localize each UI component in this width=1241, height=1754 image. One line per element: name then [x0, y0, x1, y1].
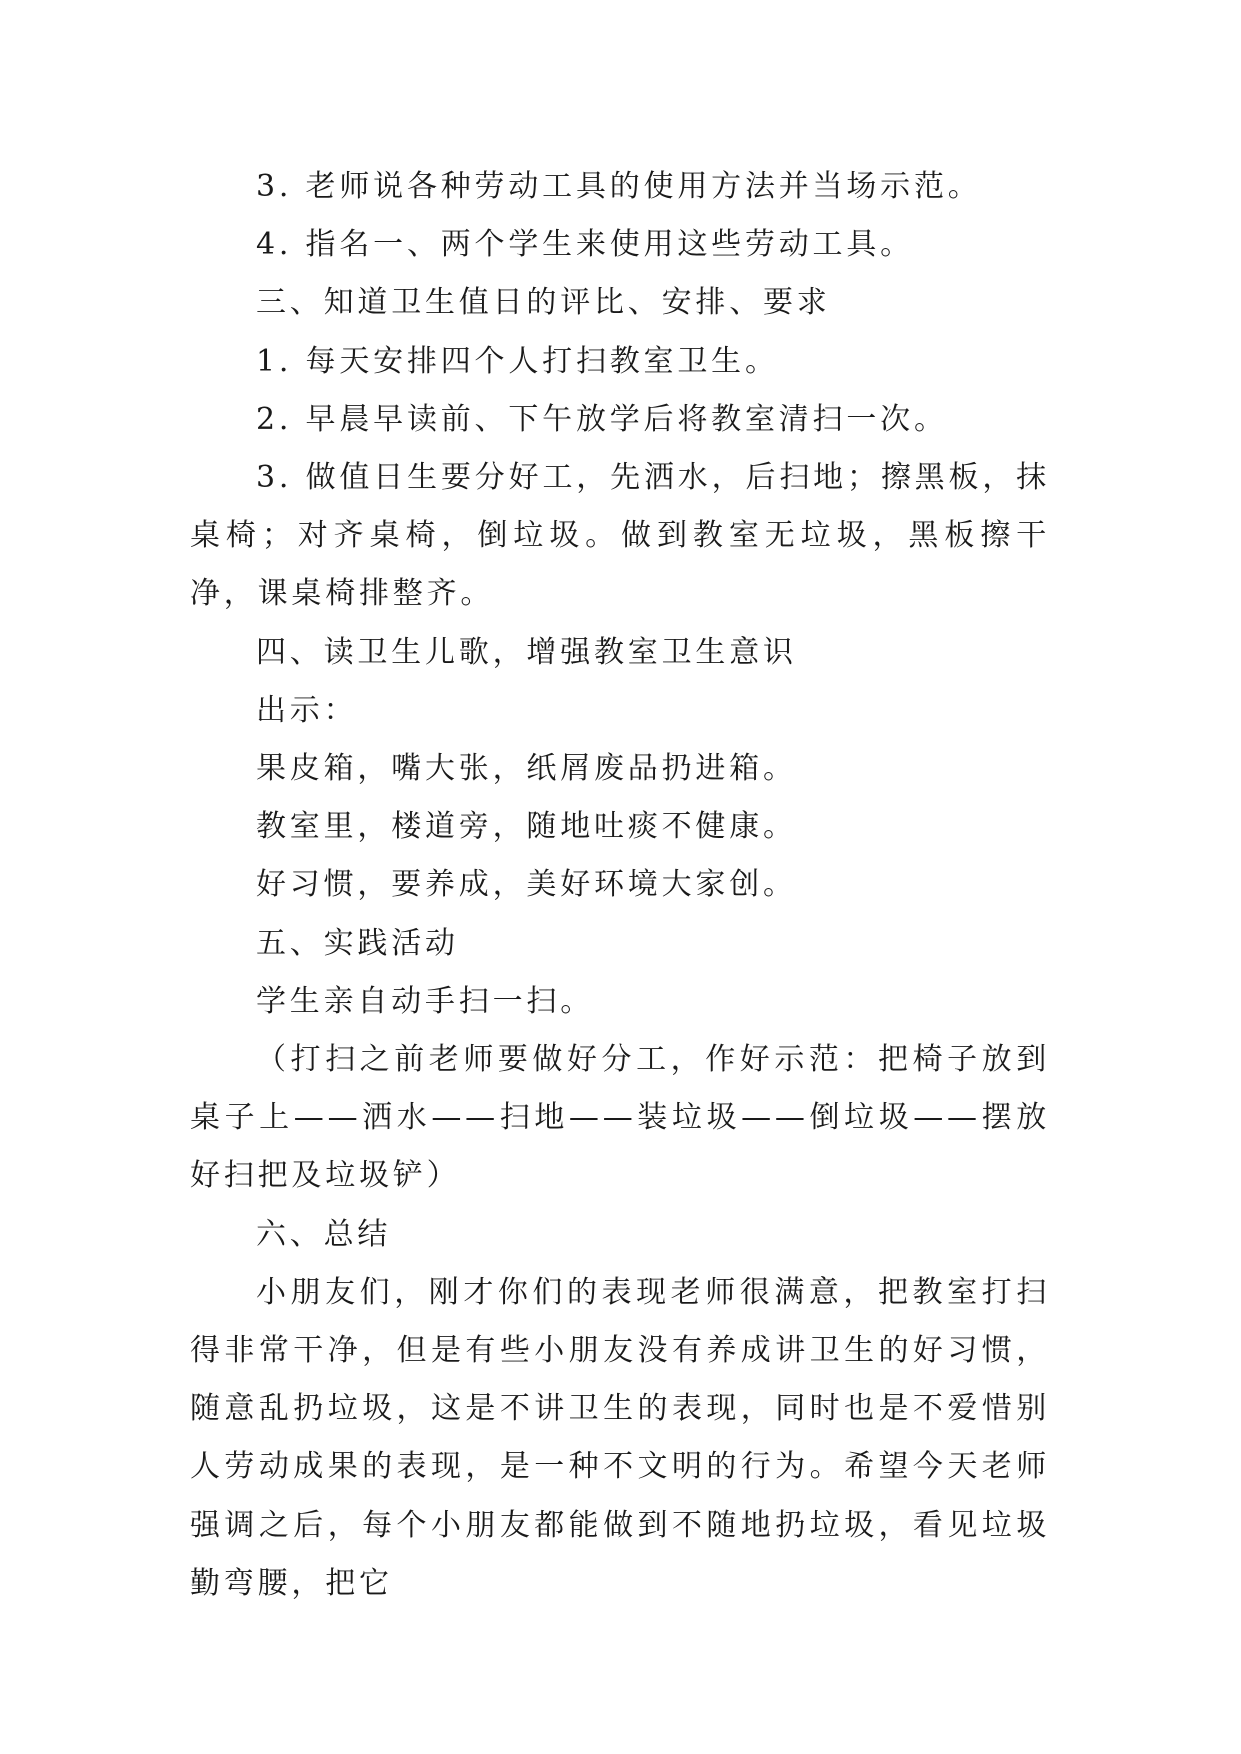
- paragraph-tool-demo: 3. 老师说各种劳动工具的使用方法并当场示范。: [256, 169, 982, 204]
- section-heading-practice: 五、实践活动: [256, 925, 459, 961]
- paragraph-hands-on: 学生亲自动手扫一扫。: [256, 983, 594, 1019]
- paragraph-summary: 小朋友们，刚才你们的表现老师很满意，把教室打扫得非常干净，但是有些小朋友没有养成讲卫生的好习惯，随意乱扔垃圾，这是不讲卫生的表现，同时也是不爱惜别人劳动成果的表现，是一种不文明的行为。希望今天老师强调之后，每个小朋友都能做到不随地扔垃圾，看见垃圾勤弯腰，把它: [190, 1274, 1050, 1601]
- paragraph-show: 出示：: [256, 692, 358, 728]
- paragraph-daily-schedule: 1. 每天安排四个人打扫教室卫生。: [256, 343, 779, 379]
- section-heading-duty-rules: 三、知道卫生值日的评比、安排、要求: [256, 285, 831, 321]
- song-line-1: 果皮箱，嘴大张，纸屑废品扔进箱。: [256, 751, 797, 787]
- paragraph-cleaning-steps: （打扫之前老师要做好分工，作好示范：把椅子放到桌子上——洒水——扫地——装垃圾——倒垃圾——摆放好扫把及垃圾铲）: [190, 1042, 1050, 1194]
- section-heading-summary: 六、总结: [256, 1216, 392, 1252]
- paragraph-student-try-tools: 4. 指名一、两个学生来使用这些劳动工具。: [256, 227, 914, 263]
- paragraph-duty-tasks: 3. 做值日生要分好工，先洒水，后扫地；擦黑板，抹桌椅；对齐桌椅，倒垃圾。做到教室无垃圾，黑板擦干净，课桌椅排整齐。: [190, 460, 1050, 612]
- section-heading-hygiene-song: 四、读卫生儿歌，增强教室卫生意识: [256, 634, 797, 670]
- document-body: [190, 158, 1050, 1613]
- paragraph-cleaning-times: 2. 早晨早读前、下午放学后将教室清扫一次。: [256, 401, 948, 437]
- song-line-2: 教室里，楼道旁，随地吐痰不健康。: [256, 809, 797, 845]
- song-line-3: 好习惯，要养成，美好环境大家创。: [256, 867, 797, 903]
